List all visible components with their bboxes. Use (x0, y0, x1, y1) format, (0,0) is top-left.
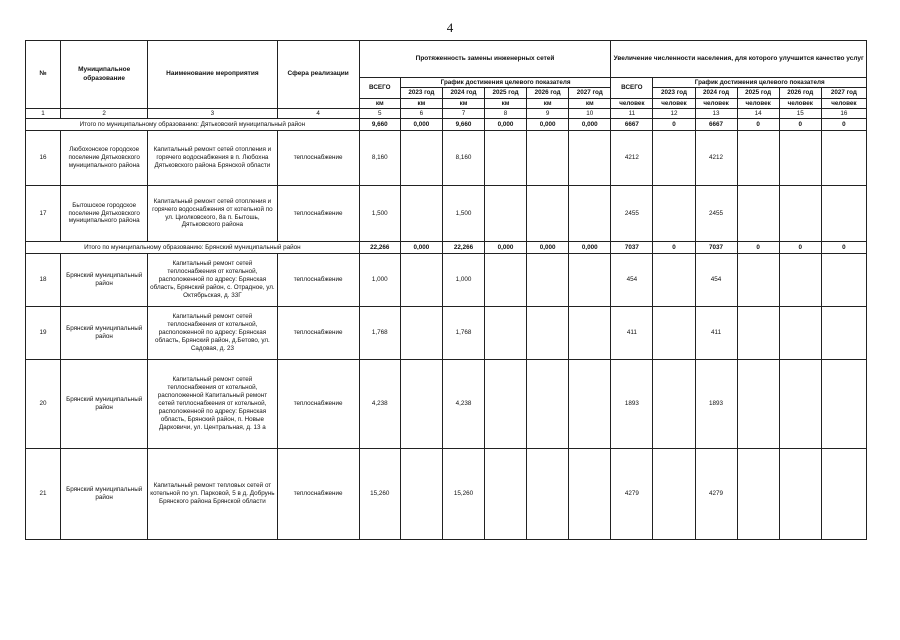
row-km-2025 (485, 131, 527, 186)
column-number: 6 (400, 109, 442, 119)
row-people-2024: 4279 (695, 449, 737, 540)
total-value: 6667 (611, 119, 653, 131)
row-people-2026 (779, 307, 821, 360)
unit-people: человек (821, 99, 866, 109)
header-length-group: Протяженность замены инженерных сетей (359, 41, 611, 78)
table-row (26, 449, 867, 540)
row-km-2026 (527, 360, 569, 449)
header-people-year: 2025 год (737, 88, 779, 99)
row-km-2023 (400, 307, 442, 360)
row-people-total: 2455 (611, 186, 653, 242)
header-km-year: 2023 год (400, 88, 442, 99)
column-number: 8 (485, 109, 527, 119)
column-number: 15 (779, 109, 821, 119)
row-km-total: 4,238 (359, 360, 400, 449)
row-km-2025 (485, 254, 527, 307)
row-km-total: 15,260 (359, 449, 400, 540)
row-event: Капитальный ремонт сетей теплоснабжения от котельной, расположенной по адресу: Брянская область, Брянский район, д.Бетово, ул. Садовая, д. 23 (148, 307, 277, 360)
row-km-2027 (569, 131, 611, 186)
unit-km: км (485, 99, 527, 109)
header-municipality: Муниципальное образование (61, 41, 148, 109)
row-municipality: Любохонское городское поселение Дятьковского муниципального района (61, 131, 148, 186)
row-people-total: 454 (611, 254, 653, 307)
row-people-2025 (737, 131, 779, 186)
unit-people: человек (653, 99, 695, 109)
row-km-2026 (527, 186, 569, 242)
total-label: Итого по муниципальному образованию: Дятьковский муниципальный район (26, 119, 360, 131)
row-km-2023 (400, 449, 442, 540)
row-number: 20 (26, 360, 61, 449)
header-population-group: Увеличение численности населения, для которого улучшится качество услуг (611, 41, 867, 78)
row-number: 16 (26, 131, 61, 186)
column-number: 16 (821, 109, 866, 119)
row-km-2026 (527, 131, 569, 186)
row-km-2025 (485, 186, 527, 242)
row-municipality: Бытошское городское поселение Дятьковского муниципального района (61, 186, 148, 242)
row-km-2026 (527, 449, 569, 540)
row-sphere: теплоснабжение (277, 360, 359, 449)
column-number: 7 (442, 109, 484, 119)
row-km-2027 (569, 254, 611, 307)
column-number: 11 (611, 109, 653, 119)
row-municipality: Брянский муниципальный район (61, 254, 148, 307)
row-event: Капитальный ремонт тепловых сетей от котельной по ул. Парковой, 5 в д. Добрунь Брянского района Брянской области (148, 449, 277, 540)
table-row (26, 360, 867, 449)
header-km-year: 2025 год (485, 88, 527, 99)
unit-people: человек (737, 99, 779, 109)
row-km-2026 (527, 307, 569, 360)
row-people-2027 (821, 254, 866, 307)
total-value: 0 (779, 119, 821, 131)
row-people-2024: 1893 (695, 360, 737, 449)
total-row (26, 242, 867, 254)
row-people-2026 (779, 360, 821, 449)
row-number: 21 (26, 449, 61, 540)
row-people-2023 (653, 307, 695, 360)
row-km-total: 1,500 (359, 186, 400, 242)
total-label: Итого по муниципальному образованию: Брянский муниципальный район (26, 242, 360, 254)
row-sphere: теплоснабжение (277, 131, 359, 186)
column-number: 5 (359, 109, 400, 119)
total-value: 7037 (611, 242, 653, 254)
header-row-1 (26, 41, 867, 78)
table-row (26, 131, 867, 186)
row-km-2025 (485, 449, 527, 540)
total-value: 0,000 (485, 119, 527, 131)
row-people-2023 (653, 449, 695, 540)
row-km-2027 (569, 360, 611, 449)
column-number: 14 (737, 109, 779, 119)
total-value: 0,000 (569, 119, 611, 131)
header-km-year: 2026 год (527, 88, 569, 99)
row-people-2024: 454 (695, 254, 737, 307)
header-km-year: 2027 год (569, 88, 611, 99)
row-people-2026 (779, 254, 821, 307)
row-km-total: 1,768 (359, 307, 400, 360)
column-number: 4 (277, 109, 359, 119)
total-value: 6667 (695, 119, 737, 131)
unit-km: км (359, 99, 400, 109)
row-km-2026 (527, 254, 569, 307)
header-people-year: 2027 год (821, 88, 866, 99)
row-people-2025 (737, 449, 779, 540)
row-municipality: Брянский муниципальный район (61, 360, 148, 449)
total-value: 9,660 (359, 119, 400, 131)
row-people-total: 4212 (611, 131, 653, 186)
header-sphere: Сфера реализации (277, 41, 359, 109)
row-people-2027 (821, 186, 866, 242)
row-people-2023 (653, 131, 695, 186)
row-km-2023 (400, 360, 442, 449)
row-sphere: теплоснабжение (277, 254, 359, 307)
header-people-year: 2023 год (653, 88, 695, 99)
total-value: 0,000 (485, 242, 527, 254)
row-km-2027 (569, 186, 611, 242)
row-people-total: 4279 (611, 449, 653, 540)
total-value: 0,000 (400, 119, 442, 131)
header-km-total: ВСЕГО (359, 78, 400, 99)
column-number: 10 (569, 109, 611, 119)
table-row (26, 254, 867, 307)
row-people-2023 (653, 186, 695, 242)
row-people-2027 (821, 449, 866, 540)
header-km-schedule: График достижения целевого показателя (400, 78, 611, 88)
row-people-2023 (653, 360, 695, 449)
row-number: 17 (26, 186, 61, 242)
row-municipality: Брянский муниципальный район (61, 307, 148, 360)
row-km-2027 (569, 307, 611, 360)
total-value: 22,266 (442, 242, 484, 254)
total-value: 0,000 (527, 242, 569, 254)
header-num: № (26, 41, 61, 109)
row-km-2023 (400, 131, 442, 186)
row-number: 18 (26, 254, 61, 307)
total-value: 22,266 (359, 242, 400, 254)
total-value: 0 (653, 119, 695, 131)
row-km-2025 (485, 360, 527, 449)
unit-km: км (527, 99, 569, 109)
data-table (25, 40, 867, 540)
unit-km: км (400, 99, 442, 109)
row-km-2024: 15,260 (442, 449, 484, 540)
row-sphere: теплоснабжение (277, 449, 359, 540)
row-people-2023 (653, 254, 695, 307)
column-number: 3 (148, 109, 277, 119)
row-event: Капитальный ремонт сетей теплоснабжения от котельной, расположенной Капитальный ремонт сетей теплоснабжения от котельной, расположенной по адресу: Брянская область, Брянский район, п. Новые Дарковичи, ул. Центральная, д. 13 а (148, 360, 277, 449)
row-km-2027 (569, 449, 611, 540)
row-sphere: теплоснабжение (277, 307, 359, 360)
total-value: 0 (821, 119, 866, 131)
row-event: Капитальный ремонт сетей теплоснабжения от котельной, расположенной по адресу: Брянская область, Брянский район, с. Отрадное, ул. Октябрьская, д. 33Г (148, 254, 277, 307)
unit-km: км (442, 99, 484, 109)
column-number: 1 (26, 109, 61, 119)
row-people-2025 (737, 360, 779, 449)
total-value: 0 (779, 242, 821, 254)
row-people-2025 (737, 254, 779, 307)
row-km-total: 1,000 (359, 254, 400, 307)
row-people-2025 (737, 307, 779, 360)
unit-people: человек (611, 99, 653, 109)
row-people-2027 (821, 131, 866, 186)
row-people-2024: 2455 (695, 186, 737, 242)
unit-people: человек (779, 99, 821, 109)
header-people-schedule: График достижения целевого показателя (653, 78, 867, 88)
column-number: 9 (527, 109, 569, 119)
column-number: 2 (61, 109, 148, 119)
row-km-2024: 1,500 (442, 186, 484, 242)
row-km-total: 8,160 (359, 131, 400, 186)
row-people-2027 (821, 307, 866, 360)
header-km-year: 2024 год (442, 88, 484, 99)
row-people-2026 (779, 449, 821, 540)
row-people-total: 411 (611, 307, 653, 360)
row-municipality: Брянский муниципальный район (61, 449, 148, 540)
total-value: 0 (737, 242, 779, 254)
row-people-2026 (779, 186, 821, 242)
row-people-2024: 4212 (695, 131, 737, 186)
row-people-2026 (779, 131, 821, 186)
page-number: 4 (446, 20, 454, 35)
total-value: 0,000 (527, 119, 569, 131)
column-number: 12 (653, 109, 695, 119)
total-value: 9,660 (442, 119, 484, 131)
total-value: 7037 (695, 242, 737, 254)
row-km-2025 (485, 307, 527, 360)
column-numbers-row (26, 109, 867, 119)
row-km-2024: 4,238 (442, 360, 484, 449)
table-row (26, 186, 867, 242)
total-value: 0 (737, 119, 779, 131)
column-number: 13 (695, 109, 737, 119)
row-people-2024: 411 (695, 307, 737, 360)
table-row (26, 307, 867, 360)
header-people-total: ВСЕГО (611, 78, 653, 99)
row-people-2027 (821, 360, 866, 449)
row-km-2024: 8,160 (442, 131, 484, 186)
header-event: Наименование мероприятия (148, 41, 277, 109)
row-event: Капитальный ремонт сетей отопления и горячего водоснабжения в п. Любохна Дятьковского района Брянской области (148, 131, 277, 186)
row-people-2025 (737, 186, 779, 242)
total-row (26, 119, 867, 131)
row-km-2023 (400, 186, 442, 242)
row-km-2024: 1,768 (442, 307, 484, 360)
header-people-year: 2026 год (779, 88, 821, 99)
unit-km: км (569, 99, 611, 109)
total-value: 0 (821, 242, 866, 254)
row-event: Капитальный ремонт сетей отопления и горячего водоснабжения от котельной по ул. Циолковского, 8а п. Бытошь, Дятьковского района (148, 186, 277, 242)
total-value: 0 (653, 242, 695, 254)
row-km-2023 (400, 254, 442, 307)
row-km-2024: 1,000 (442, 254, 484, 307)
total-value: 0,000 (569, 242, 611, 254)
row-sphere: теплоснабжение (277, 186, 359, 242)
unit-people: человек (695, 99, 737, 109)
total-value: 0,000 (400, 242, 442, 254)
header-people-year: 2024 год (695, 88, 737, 99)
row-people-total: 1893 (611, 360, 653, 449)
row-number: 19 (26, 307, 61, 360)
